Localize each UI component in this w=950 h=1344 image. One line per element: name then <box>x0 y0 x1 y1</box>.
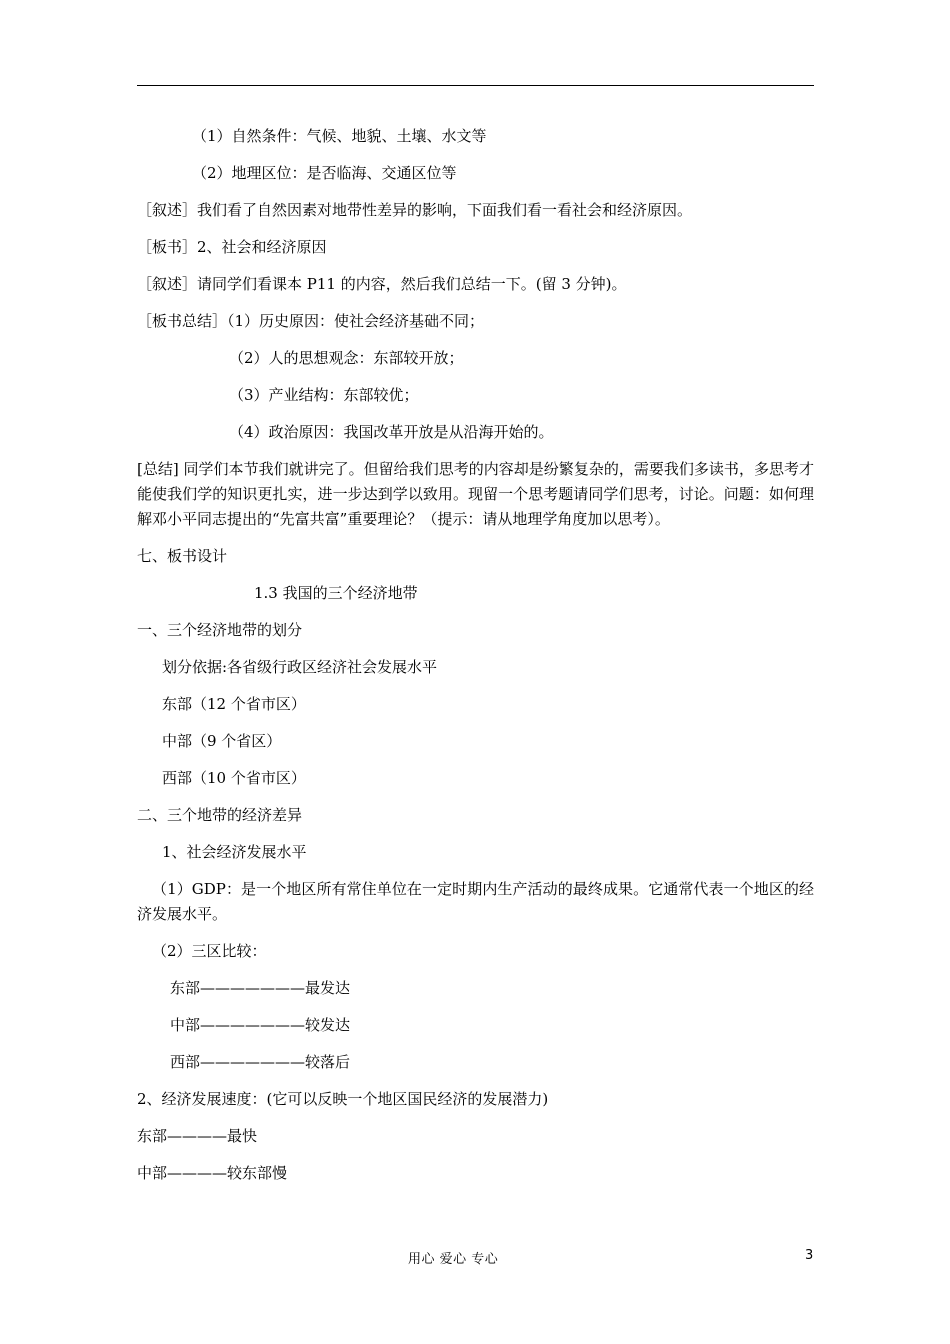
section-heading: 一、三个经济地带的划分 <box>137 621 303 639</box>
text-line: 东部————最快 <box>137 1127 258 1145</box>
section-heading: 二、三个地带的经济差异 <box>137 806 303 824</box>
text-line: 2、经济发展速度：(它可以反映一个地区国民经济的发展潜力) <box>137 1090 549 1108</box>
text-line: 西部———————较落后 <box>170 1053 351 1071</box>
text-line: （3）产业结构：东部较优； <box>229 386 419 404</box>
text-line: （2）人的思想观念：东部较开放； <box>229 349 464 367</box>
document-body <box>137 124 814 1198</box>
text-line: （4）政治原因：我国改革开放是从沿海开始的。 <box>229 423 554 441</box>
summary-paragraph: [总结] 同学们本节我们就讲完了。但留给我们思考的内容却是纷繁复杂的，需要我们多读书，多思考才能使我们学的知识更扎实，进一步达到学以致用。现留一个思考题请同学们思考，讨论。问题：如何理解邓小平同志提出的“先富共富”重要理论？（提示：请从地理学角度加以思考）。 <box>137 460 814 528</box>
text-line: 西部（10 个省市区） <box>162 769 306 787</box>
text-line: ［叙述］请同学们看课本 P11 的内容，然后我们总结一下。(留 3 分钟)。 <box>137 275 627 293</box>
gdp-paragraph: （1）GDP：是一个地区所有常住单位在一定时期内生产活动的最终成果。它通常代表一个地区的经济发展水平。 <box>137 880 814 923</box>
board-title: 1.3 我国的三个经济地带 <box>254 584 418 602</box>
text-line: 中部（9 个省区） <box>162 732 282 750</box>
text-line: ［叙述］我们看了自然因素对地带性差异的影响，下面我们看一看社会和经济原因。 <box>137 201 693 219</box>
text-line: 东部———————最发达 <box>170 979 351 997</box>
text-line: ［板书］2、社会和经济原因 <box>137 238 327 256</box>
text-line: 划分依据:各省级行政区经济社会发展水平 <box>162 658 438 676</box>
text-line: （2）三区比较： <box>152 942 267 960</box>
footer-slogan: 用心 爱心 专心 <box>408 1252 499 1267</box>
text-line: 1、社会经济发展水平 <box>162 843 307 861</box>
text-line: ［板书总结］（1）历史原因：使社会经济基础不同； <box>137 312 485 330</box>
page-number: 3 <box>805 1248 814 1263</box>
text-line: 东部（12 个省市区） <box>162 695 306 713</box>
text-line: （1）自然条件：气候、地貌、土壤、水文等 <box>192 127 487 145</box>
text-line: （2）地理区位：是否临海、交通区位等 <box>192 164 457 182</box>
text-line: 中部———————较发达 <box>170 1016 351 1034</box>
header-rule <box>137 85 814 86</box>
text-line: 中部————较东部慢 <box>137 1164 288 1182</box>
section-heading: 七、板书设计 <box>137 547 228 565</box>
